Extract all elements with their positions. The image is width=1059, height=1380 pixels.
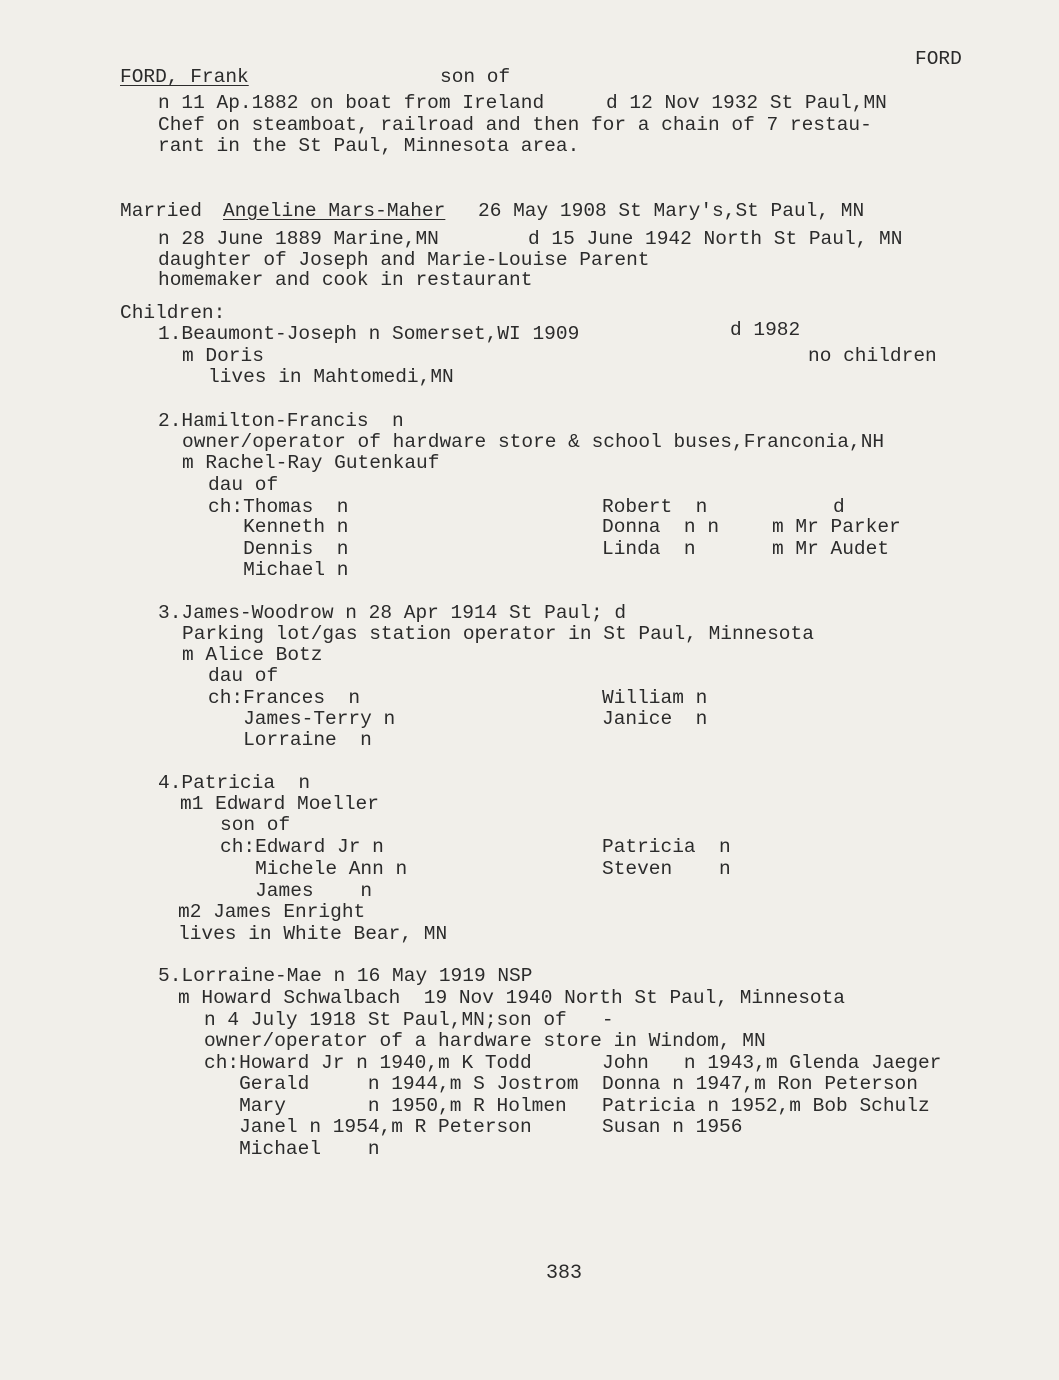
child5-line1: 5.Lorraine-Mae n 16 May 1919 NSP bbox=[158, 965, 533, 987]
child3-kid: Janice n bbox=[602, 708, 708, 730]
subject-occupation-line2: rant in the St Paul, Minnesota area. bbox=[158, 135, 580, 157]
child5-kid: Janel n 1954,m R Peterson bbox=[204, 1116, 532, 1138]
child4-kid: James n bbox=[220, 880, 373, 902]
child2-spouse: m Rachel-Ray Gutenkauf bbox=[182, 452, 440, 474]
child1-spouse: m Doris bbox=[182, 345, 264, 367]
subject-birth: n 11 Ap.1882 on boat from Ireland bbox=[158, 92, 545, 114]
child5-kid: Patricia n 1952,m Bob Schulz bbox=[602, 1095, 930, 1117]
child4-kid: Patricia n bbox=[602, 836, 731, 858]
child4-spouse1-parents: son of bbox=[220, 814, 291, 836]
subject-death: d 12 Nov 1932 St Paul,MN bbox=[606, 92, 887, 114]
page-number: 383 bbox=[546, 1262, 583, 1285]
child2-spouse-parents: dau of bbox=[208, 474, 279, 496]
child5-kid: Michael n bbox=[204, 1138, 380, 1160]
child3-spouse-parents: dau of bbox=[208, 665, 279, 687]
child2-line1: 2.Hamilton-Francis n bbox=[158, 410, 404, 432]
subject-occupation-line1: Chef on steamboat, railroad and then for a chain of 7 restau- bbox=[158, 114, 872, 136]
spouse-name: Angeline Mars-Maher bbox=[223, 200, 446, 222]
child5-kid: Susan n 1956 bbox=[602, 1116, 743, 1138]
spouse-occupation: homemaker and cook in restaurant bbox=[158, 269, 533, 291]
child2-kid: Dennis n bbox=[208, 538, 349, 560]
child4-spouse1: m1 Edward Moeller bbox=[180, 793, 379, 815]
child1-residence: lives in Mahtomedi,MN bbox=[208, 366, 454, 388]
child2-kid-note: m Mr Parker bbox=[772, 516, 901, 538]
child5-spouse-birth: n 4 July 1918 St Paul,MN;son of - bbox=[204, 1009, 614, 1031]
child2-kid: Donna n n bbox=[602, 516, 720, 538]
children-heading: Children: bbox=[120, 302, 226, 324]
child5-spouse-occupation: owner/operator of a hardware store in Windom, MN bbox=[204, 1030, 766, 1052]
child3-line1: 3.James-Woodrow n 28 Apr 1914 St Paul; d bbox=[158, 602, 627, 624]
child5-kid: John n 1943,m Glenda Jaeger bbox=[602, 1052, 942, 1074]
child5-kid: ch:Howard Jr n 1940,m K Todd bbox=[204, 1052, 532, 1074]
child5-kid: Mary n 1950,m R Holmen bbox=[204, 1095, 567, 1117]
child1-note: no children bbox=[808, 345, 937, 367]
child2-kid: Linda n bbox=[602, 538, 696, 560]
child2-occupation: owner/operator of hardware store & school buses,Franconia,NH bbox=[182, 431, 885, 453]
spouse-death: d 15 June 1942 North St Paul, MN bbox=[528, 228, 903, 250]
spouse-birth: n 28 June 1889 Marine,MN bbox=[158, 228, 439, 250]
child2-kid: Kenneth n bbox=[208, 516, 349, 538]
child2-kid: Robert n bbox=[602, 496, 708, 518]
child3-spouse: m Alice Botz bbox=[182, 644, 323, 666]
child4-kid: Steven n bbox=[602, 858, 731, 880]
child1-death: d 1982 bbox=[730, 319, 801, 341]
child5-kid: Donna n 1947,m Ron Peterson bbox=[602, 1073, 918, 1095]
subject-name: FORD, Frank bbox=[120, 66, 249, 88]
child4-line1: 4.Patricia n bbox=[158, 772, 311, 794]
child5-spouse: m Howard Schwalbach 19 Nov 1940 North St Paul, Minnesota bbox=[178, 987, 846, 1009]
child4-kid: Michele Ann n bbox=[220, 858, 408, 880]
surname-tag: FORD bbox=[915, 48, 962, 70]
child2-kid: ch:Thomas n bbox=[208, 496, 349, 518]
child1-line1: 1.Beaumont-Joseph n Somerset,WI 1909 bbox=[158, 323, 580, 345]
spouse-parents: daughter of Joseph and Marie-Louise Parent bbox=[158, 249, 650, 271]
child4-kid: ch:Edward Jr n bbox=[220, 836, 384, 858]
child3-occupation: Parking lot/gas station operator in St Paul, Minnesota bbox=[182, 623, 814, 645]
marriage-details: 26 May 1908 St Mary's,St Paul, MN bbox=[478, 200, 865, 222]
child3-kid: Lorraine n bbox=[208, 729, 372, 751]
child4-residence: lives in White Bear, MN bbox=[178, 923, 448, 945]
child4-spouse2: m2 James Enright bbox=[178, 901, 366, 923]
child3-kid: James-Terry n bbox=[208, 708, 396, 730]
child3-kid: ch:Frances n bbox=[208, 687, 361, 709]
child3-kid: William n bbox=[602, 687, 708, 709]
child2-kid-note: d bbox=[833, 496, 845, 518]
married-label: Married bbox=[120, 200, 202, 222]
subject-parents: son of bbox=[440, 66, 511, 88]
child5-kid: Gerald n 1944,m S Jostrom bbox=[204, 1073, 579, 1095]
child2-kid-note: m Mr Audet bbox=[772, 538, 890, 560]
child2-kid: Michael n bbox=[208, 559, 349, 581]
